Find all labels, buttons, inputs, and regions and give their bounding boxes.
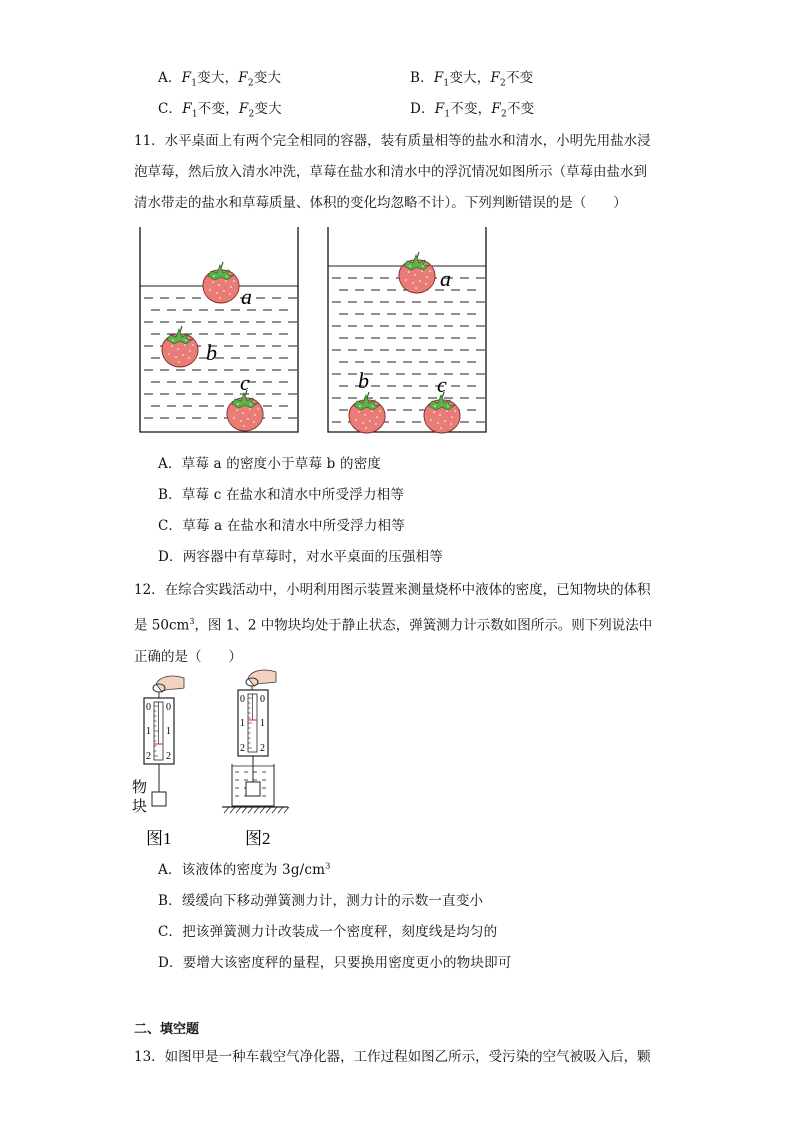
tick-1-left-2: 1 — [240, 718, 245, 729]
q11-option-d: D．两容器中有草莓时，对水平桌面的压强相等 — [158, 549, 444, 565]
label-b-right: b — [358, 368, 369, 393]
q12-option-d: D．要增大该密度秤的量程，只要换用密度更小的物块即可 — [158, 955, 512, 971]
tick-1-left-1: 1 — [146, 726, 151, 737]
tick-0-left-2: 0 — [240, 694, 245, 705]
label-b-left: b — [206, 340, 217, 365]
label-c-left: c — [240, 370, 250, 395]
block-label-kuai: 块 — [132, 799, 148, 815]
strawberry-a-left-icon — [203, 262, 239, 303]
tick-2-right-1: 2 — [166, 751, 171, 762]
q12-stem: 12．在综合实践活动中，小明利用图示装置来测量烧杯中液体的密度，已知物块的体积 是 $50cm^3$，图 1、2 中物块均处于静止状态，弹簧测力计示数如图所示。则下列说法中 正确的是（ ） — [134, 582, 653, 665]
label-a-right: a — [440, 266, 451, 291]
q10-option-c: C．$F_1$不变，$F_2$变大 — [158, 101, 282, 120]
q10-option-b: B．$F_1$变大，$F_2$不变 — [410, 70, 534, 89]
tick-0-right-2: 0 — [260, 694, 265, 705]
q12-option-c: C．把该弹簧测力计改装成一个密度秤，刻度线是均匀的 — [158, 924, 498, 940]
q11-stem: 11．水平桌面上有两个完全相同的容器，装有质量相等的盐水和清水，小明先用盐水浸 泡草莓，然后放入清水冲洗，草莓在盐水和清水中的浮沉情况如图所示（草莓由盐水到 清水带走的盐水和草莓质量、体积的变化均忽略不计）。下列判断错误的是（ ） — [134, 133, 651, 211]
q10-option-d: D．$F_1$不变，$F_2$不变 — [410, 101, 535, 120]
strawberry-containers-figure — [130, 222, 495, 437]
left-container — [140, 227, 298, 432]
q11-option-c: C．草莓 a 在盐水和清水中所受浮力相等 — [158, 518, 405, 534]
right-container — [328, 227, 486, 432]
strawberry-b-left-icon — [162, 326, 198, 367]
spring-scale-figure — [128, 666, 318, 851]
q11-option-a: A．草莓 a 的密度小于草莓 b 的密度 — [158, 456, 382, 472]
q11-option-b: B．草莓 c 在盐水和清水中所受浮力相等 — [158, 487, 405, 503]
block-label-wu: 物 — [132, 780, 148, 796]
tick-0-left-1: 0 — [146, 702, 151, 713]
fig1-label: 图1 — [146, 829, 172, 848]
q12-option-b: B．缓缓向下移动弹簧测力计，测力计的示数一直变小 — [158, 893, 484, 909]
tick-2-left-1: 2 — [146, 751, 151, 762]
label-c-right: c — [437, 372, 447, 397]
tick-0-right-1: 0 — [166, 702, 171, 713]
label-a-left: a — [241, 284, 252, 309]
hand-1-icon — [153, 676, 184, 698]
tick-1-right-2: 1 — [260, 718, 265, 729]
fig2-label: 图2 — [245, 829, 271, 848]
strawberry-a-right-icon — [399, 252, 435, 293]
hand-2-icon — [246, 670, 276, 690]
block-1 — [152, 792, 166, 806]
q10-option-a: A．$F_1$变大，$F_2$变大 — [158, 70, 282, 89]
tick-2-left-2: 2 — [240, 743, 245, 754]
tick-2-right-2: 2 — [260, 743, 265, 754]
section-title: 二、填空题 — [134, 1022, 200, 1037]
q13-stem-line1: 13．如图甲是一种车载空气净化器，工作过程如图乙所示，受污染的空气被吸入后，颗 — [134, 1049, 651, 1065]
q12-option-a: A．该液体的密度为 $3g/cm^3$ — [158, 861, 331, 878]
strawberry-c-left-icon — [227, 390, 263, 431]
tick-1-right-1: 1 — [166, 726, 171, 737]
block-2 — [246, 782, 260, 796]
